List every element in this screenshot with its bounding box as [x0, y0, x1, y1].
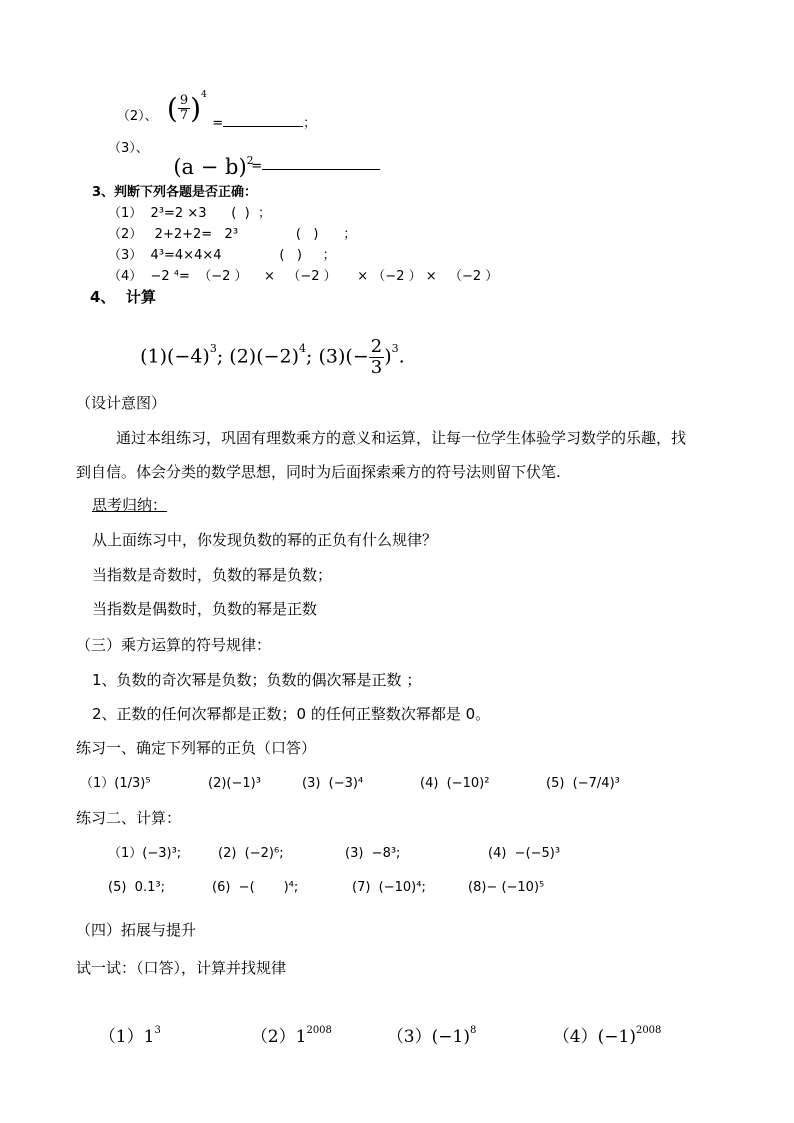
- think-heading: 思考归纳：: [92, 496, 168, 514]
- rule-1: 1、负数的奇次幂是负数；负数的偶次幂是正数 ；: [92, 671, 422, 689]
- ex2-item-6: (6) −( )⁴;: [212, 880, 299, 895]
- item-2-end: ；: [303, 116, 317, 131]
- think-answer-1: 当指数是奇数时，负数的幂是负数；: [92, 566, 333, 584]
- ex1-item-3: (3) (−3)⁴: [302, 776, 364, 791]
- ex2-item-8: (8)− (−10)⁵: [468, 880, 545, 895]
- ext-item-4: [542, 1012, 661, 1046]
- rule-2: 2、正数的任何次幂都是正数；0 的任何正整数次幂都是 0。: [92, 705, 491, 723]
- ext-item-3-exp: 8: [469, 1025, 477, 1036]
- ex2-heading: 练习二、计算：: [76, 809, 182, 827]
- item-3-label: （3）、: [108, 141, 149, 156]
- ext-item-2-exp: 2008: [306, 1025, 332, 1036]
- ext-item-1-label: （1）1: [98, 1027, 155, 1047]
- item-2-label: （2）、: [116, 109, 158, 124]
- item-3-equals: =: [251, 159, 263, 174]
- item-2-blank[interactable]: [223, 114, 303, 127]
- item-2-numerator: 9: [179, 93, 189, 108]
- ex1-item-4: (4) (−10)²: [420, 776, 490, 791]
- ext-try: 试一试：（口答），计算并找规律: [76, 959, 287, 977]
- ex1-item-5: (5) (−7/4)³: [546, 776, 620, 791]
- q4-part-1-exp: 3: [209, 342, 217, 356]
- ex2-item-4: (4) −(−5)³: [488, 846, 561, 861]
- q4-part-3-close: ): [384, 345, 392, 368]
- item-2-equals: =: [212, 116, 224, 131]
- ext-item-1-exp: 3: [154, 1025, 161, 1036]
- q4-expression: [128, 318, 405, 378]
- rules-heading: （三）乘方运算的符号规律：: [76, 636, 272, 654]
- q3-item-2: （2） 2+2+2= 2³ ( ) ；: [108, 227, 357, 242]
- ext-item-2-label: （2）1: [250, 1027, 307, 1047]
- ex2-item-1: （1）(−3)³;: [108, 846, 182, 861]
- ex1-heading: 练习一、确定下列幂的正负（口答）: [76, 739, 317, 757]
- ext-item-1: [88, 1012, 161, 1046]
- ex1-item-1: （1）(1/3)⁵: [80, 776, 151, 791]
- ex2-item-2: (2) (−2)⁶;: [218, 846, 284, 861]
- q3-item-1: （1） 2³=2 ×3 ( ) ；: [108, 206, 271, 221]
- item-3-blank[interactable]: [262, 157, 380, 170]
- q4-fraction-num: 2: [370, 336, 383, 357]
- q4-part-2-exp: 4: [299, 342, 307, 356]
- item-3-exponent: 2: [246, 154, 254, 167]
- q4-title: 4、 计算: [90, 288, 156, 306]
- ext-item-2: [240, 1012, 332, 1046]
- item-3-expr: [160, 136, 254, 178]
- q4-part-3: ; (3)(−: [306, 345, 369, 368]
- ext-heading: （四）拓展与提升: [76, 921, 197, 939]
- think-answer-2: 当指数是偶数时，负数的幂是正数: [92, 600, 318, 618]
- think-question: 从上面练习中，你发现负数的幂的正负有什么规律？: [92, 531, 438, 549]
- q4-part-1: (1)(−4): [140, 345, 210, 368]
- q3-item-3: （3） 4³=4×4×4 ( ) ；: [108, 248, 336, 263]
- ex1-item-2: (2)(−1)³: [208, 776, 261, 791]
- ex2-item-5: (5) 0.1³;: [108, 880, 165, 895]
- item-2-denominator: 7: [179, 108, 189, 124]
- q4-part-3-exp: 3: [391, 342, 399, 356]
- item-2-fraction: [178, 94, 190, 124]
- ext-item-3: [376, 1012, 476, 1046]
- q3-title: 3、判断下列各题是否正确：: [92, 185, 258, 200]
- item-3-answer: [243, 144, 380, 173]
- q4-end: .: [398, 345, 405, 368]
- item-2-fraction-expr: ( $\frac{9}{7}$ )$^4$: [166, 89, 207, 125]
- ext-item-4-exp: 2008: [635, 1025, 662, 1036]
- q4-part-2: ; (2)(−2): [216, 345, 300, 368]
- ex2-item-3: (3) −8³;: [345, 846, 401, 861]
- item-3-expression: (a − b): [173, 155, 247, 179]
- item-2-exponent: 4: [201, 89, 207, 100]
- design-line-2: 到自信。体会分类的数学思想，同时为后面探索乘方的符号法则留下伏笔.: [76, 463, 561, 481]
- design-line-1: 通过本组练习，巩固有理数乘方的意义和运算，让每一位学生体验学习数学的乐趣，找: [116, 429, 687, 447]
- ext-item-4-label: （4）(−1): [552, 1027, 636, 1047]
- item-2-answer: [204, 101, 316, 130]
- ex2-item-7: (7) (−10)⁴;: [352, 880, 426, 895]
- ext-item-3-label: （3）(−1): [386, 1027, 470, 1047]
- q3-item-4: （4） −2 ⁴= （−2 ） × （−2 ） × （−2 ） × （−2 ）: [108, 269, 499, 284]
- item-2: [108, 95, 158, 123]
- q4-fraction-den: 3: [370, 356, 383, 378]
- q4-fraction: [369, 337, 384, 378]
- design-heading: （设计意图）: [76, 394, 167, 412]
